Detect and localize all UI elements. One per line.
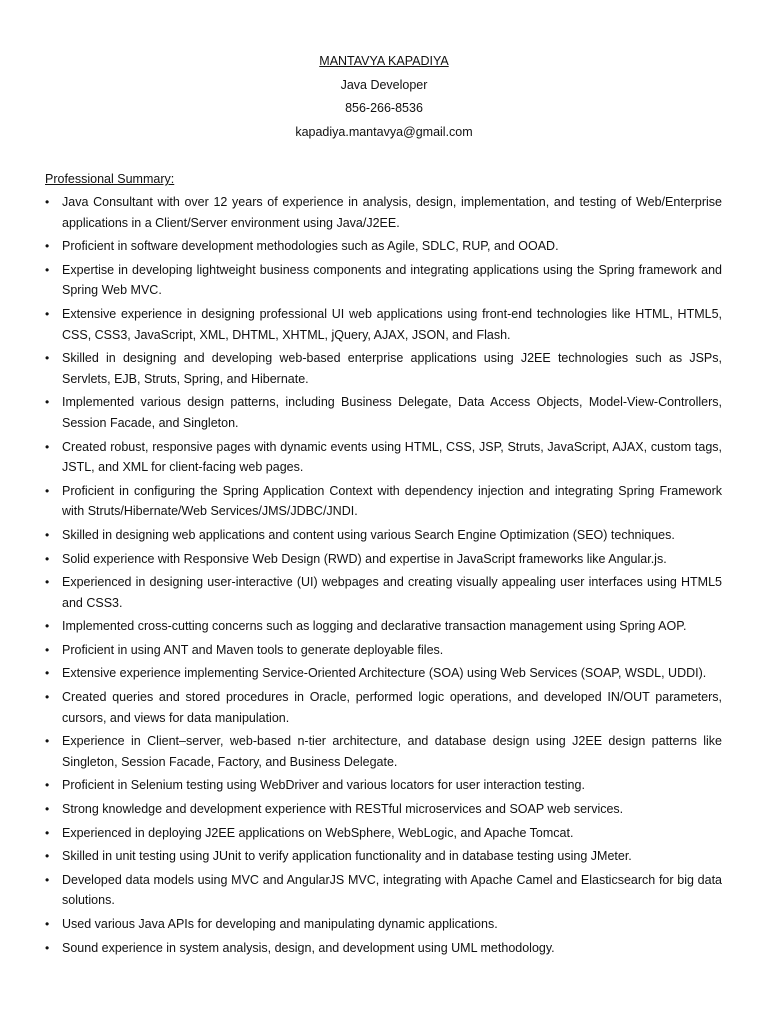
summary-item-text: Skilled in designing web applications and content using various Search Engine Optimization (SEO) techniques. xyxy=(62,527,675,542)
bullet-icon: • xyxy=(45,483,50,498)
summary-item-text: Strong knowledge and development experience with RESTful microservices and SOAP web services. xyxy=(62,802,624,817)
bullet-icon: • xyxy=(45,872,50,887)
summary-item xyxy=(45,731,722,772)
bullet-icon: • xyxy=(45,239,50,254)
summary-item xyxy=(45,938,722,959)
candidate-title: Java Developer xyxy=(340,77,428,92)
bullet-icon: • xyxy=(45,351,50,366)
bullet-icon: • xyxy=(45,825,50,840)
summary-item xyxy=(45,549,722,570)
resume-header xyxy=(0,50,768,144)
bullet-icon: • xyxy=(45,849,50,864)
candidate-email: kapadiya.mantavya@gmail.com xyxy=(295,124,473,139)
summary-item-text: Created queries and stored procedures in Oracle, performed logic operations, and developed IN/OUT parameters, cursors, and views for data manipulation. xyxy=(62,690,722,725)
summary-item-text: Experienced in deploying J2EE applications on WebSphere, WebLogic, and Apache Tomcat. xyxy=(62,825,574,840)
bullet-icon: • xyxy=(45,619,50,634)
bullet-icon: • xyxy=(45,575,50,590)
summary-item-text: Expertise in developing lightweight business components and integrating applications using the Spring framework and Spring Web MVC. xyxy=(62,262,722,298)
summary-item xyxy=(45,870,722,911)
summary-item-text: Experience in Client–server, web-based n-tier architecture, and database design using J2EE design patterns like Singleton, Session Facade, Factory, and Business Delegate. xyxy=(62,734,722,769)
bullet-icon: • xyxy=(45,778,50,793)
summary-item-text: Implemented cross-cutting concerns such as logging and declarative transaction management using Spring AOP. xyxy=(62,619,687,634)
bullet-icon: • xyxy=(45,262,50,277)
candidate-phone: 856-266-8536 xyxy=(345,101,423,116)
summary-item xyxy=(45,914,722,935)
bullet-icon: • xyxy=(45,802,50,817)
bullet-icon: • xyxy=(45,195,50,209)
summary-item xyxy=(45,304,722,345)
summary-bullet-list xyxy=(45,192,722,961)
bullet-icon: • xyxy=(45,527,50,542)
summary-item-text: Proficient in software development methodologies such as Agile, SDLC, RUP, and OOAD. xyxy=(62,239,559,254)
summary-item xyxy=(45,799,722,820)
summary-item xyxy=(45,687,722,728)
summary-item-text: Solid experience with Responsive Web Design (RWD) and expertise in JavaScript frameworks like Angular.js. xyxy=(62,551,667,566)
summary-item-text: Used various Java APIs for developing and manipulating dynamic applications. xyxy=(62,917,498,931)
candidate-name: MANTAVYA KAPADIYA xyxy=(319,54,449,68)
bullet-icon: • xyxy=(45,395,50,410)
bullet-icon: • xyxy=(45,940,50,955)
summary-item-text: Proficient in using ANT and Maven tools to generate deployable files. xyxy=(62,642,444,657)
summary-item-text: Skilled in unit testing using JUnit to verify application functionality and in database testing using JMeter. xyxy=(62,849,632,864)
summary-item xyxy=(45,348,722,389)
bullet-icon: • xyxy=(45,642,50,657)
bullet-icon: • xyxy=(45,917,50,931)
summary-item-text: Skilled in designing and developing web-based enterprise applications using J2EE technologies such as JSPs, Servlets, EJB, Struts, Spring, and Hibernate. xyxy=(62,351,722,386)
summary-item xyxy=(45,392,722,433)
bullet-icon: • xyxy=(45,439,50,454)
summary-item-text: Proficient in Selenium testing using WebDriver and various locators for user interaction testing. xyxy=(62,778,585,793)
summary-item xyxy=(45,823,722,844)
summary-item xyxy=(45,437,722,478)
professional-summary-heading: Professional Summary: xyxy=(45,172,175,186)
summary-item xyxy=(45,846,722,867)
summary-item xyxy=(45,192,722,233)
summary-item xyxy=(45,775,722,796)
summary-item xyxy=(45,640,722,661)
bullet-icon: • xyxy=(45,551,50,566)
summary-item-text: Developed data models using MVC and AngularJS MVC, integrating with Apache Camel and Elasticsearch for big data solutions. xyxy=(62,872,722,908)
summary-item xyxy=(45,481,722,522)
summary-item-text: Implemented various design patterns, including Business Delegate, Data Access Objects, Model-View-Controllers, Session Facade, and Singleton. xyxy=(62,395,722,430)
summary-item xyxy=(45,616,722,637)
summary-item-text: Experienced in designing user-interactive (UI) webpages and creating visually appealing user interfaces using HTML5 and CSS3. xyxy=(62,575,722,610)
summary-item-text: Java Consultant with over 12 years of experience in analysis, design, implementation, and testing of Web/Enterprise applications in a Client/Server environment using Java/J2EE. xyxy=(62,195,722,230)
summary-item xyxy=(45,572,722,613)
summary-item-text: Created robust, responsive pages with dynamic events using HTML, CSS, JSP, Struts, JavaScript, AJAX, custom tags, JSTL, and XML for client-facing web pages. xyxy=(62,439,722,475)
bullet-icon: • xyxy=(45,690,50,705)
bullet-icon: • xyxy=(45,666,50,681)
summary-item xyxy=(45,663,722,684)
summary-item-text: Sound experience in system analysis, design, and development using UML methodology. xyxy=(62,940,555,955)
summary-item-text: Proficient in configuring the Spring Application Context with dependency injection and integrating Spring Framework with Struts/Hibernate/Web Services/JMS/JDBC/JNDI. xyxy=(62,483,722,519)
summary-item-text: Extensive experience in designing professional UI web applications using front-end technologies like HTML, HTML5, CSS, CSS3, JavaScript, XML, DHTML, XHTML, jQuery, AJAX, JSON, and Flash. xyxy=(62,306,722,342)
bullet-icon: • xyxy=(45,306,50,321)
summary-item xyxy=(45,236,722,257)
summary-item-text: Extensive experience implementing Service-Oriented Architecture (SOA) using Web Services (SOAP, WSDL, UDDI). xyxy=(62,666,707,681)
bullet-icon: • xyxy=(45,734,50,749)
summary-item xyxy=(45,260,722,301)
summary-item xyxy=(45,525,722,546)
